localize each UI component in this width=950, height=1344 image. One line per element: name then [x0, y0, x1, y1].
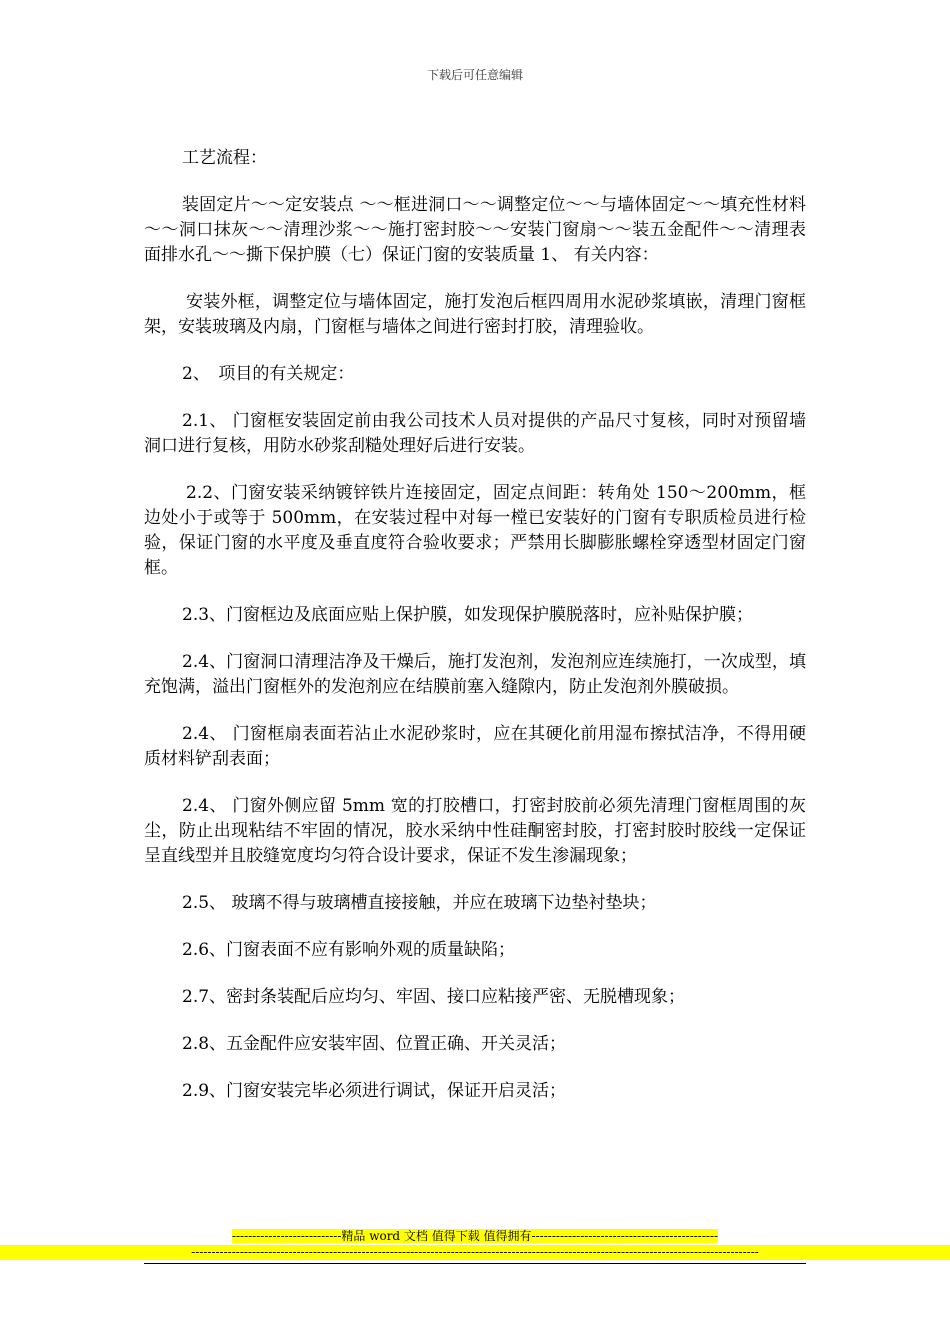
footer-banner-line-1: ---------------------------精品 word 文档 值得下载 值得拥有---------------------------------------------- — [231, 1229, 719, 1243]
rule-2-4b-paragraph: 2.4、 门窗框扇表面若沾止水泥砂浆时，应在其硬化前用湿布擦拭洁净，不得用硬质材料铲刮表面； — [144, 724, 806, 769]
header-note: 下载后可任意编辑 — [426, 68, 523, 82]
rule-2-8-paragraph: 2.8、五金配件应安装牢固、位置正确、开关灵活； — [182, 1034, 567, 1054]
footer-banner — [0, 1229, 950, 1260]
section-2-heading: 2、 项目的有关规定： — [182, 364, 355, 384]
rule-2-2-paragraph: 2.2、门窗安装采纳镀锌铁片连接固定，固定点间距：转角处 150～200mm，框边处小于或等于 500mm，在安装过程中对每一樘已安装好的门窗有专职质检员进行检验，保证门窗的水平度及垂直度符合验收要求；严禁用长脚膨胀螺栓穿透型材固定门窗框。 — [144, 483, 806, 578]
rule-2-4a-paragraph: 2.4、门窗洞口清理洁净及干燥后，施打发泡剂，发泡剂应连续施打，一次成型，填充饱满，溢出门窗框外的发泡剂应在结膜前塞入缝隙内，防止发泡剂外膜破损。 — [144, 652, 806, 697]
document-body — [144, 146, 806, 1126]
rule-2-4c-paragraph: 2.4、 门窗外侧应留 5mm 宽的打胶槽口，打密封胶前必须先清理门窗框周围的灰尘，防止出现粘结不牢固的情况，胶水采纳中性硅酮密封胶，打密封胶时胶线一定保证呈直线型并且胶缝宽度均匀符合设计要求，保证不发生渗漏现象； — [144, 796, 806, 866]
rule-2-6-paragraph: 2.6、门窗表面不应有影响外观的质量缺陷； — [182, 940, 516, 960]
rule-2-3-paragraph: 2.3、门窗框边及底面应贴上保护膜，如发现保护膜脱落时，应补贴保护膜； — [182, 605, 754, 625]
footer-divider — [144, 1263, 806, 1264]
process-flow-paragraph: 装固定片～～定安装点 ～～框进洞口～～调整定位～～与墙体固定～～填充性材料～～洞口抹灰～～清理沙浆～～施打密封胶～～安装门窗扇～～装五金配件～～清理表面排水孔～～撕下保护膜（七）保证门窗的安装质量 1、 有关内容： — [144, 195, 806, 265]
process-heading: 工艺流程： — [182, 148, 267, 168]
footer-banner-line-2-text: -------------------------------------------------------------------------------------------------------------------------------------------- — [191, 1245, 759, 1259]
install-summary-paragraph: 安装外框，调整定位与墙体固定，施打发泡后框四周用水泥砂浆填嵌，清理门窗框架，安装玻璃及内扇，门窗框与墙体之间进行密封打胶，清理验收。 — [144, 292, 806, 337]
footer-banner-line-2 — [0, 1245, 950, 1260]
rule-2-1-paragraph: 2.1、 门窗框安装固定前由我公司技术人员对提供的产品尺寸复核，同时对预留墙洞口进行复核，用防水砂浆刮糙处理好后进行安装。 — [144, 411, 806, 456]
rule-2-7-paragraph: 2.7、密封条装配后应均匀、牢固、接口应粘接严密、无脱槽现象； — [182, 987, 686, 1007]
rule-2-9-paragraph: 2.9、门窗安装完毕必须进行调试，保证开启灵活； — [182, 1081, 567, 1101]
rule-2-5-paragraph: 2.5、 玻璃不得与玻璃槽直接接触，并应在玻璃下边垫衬垫块； — [182, 893, 657, 913]
